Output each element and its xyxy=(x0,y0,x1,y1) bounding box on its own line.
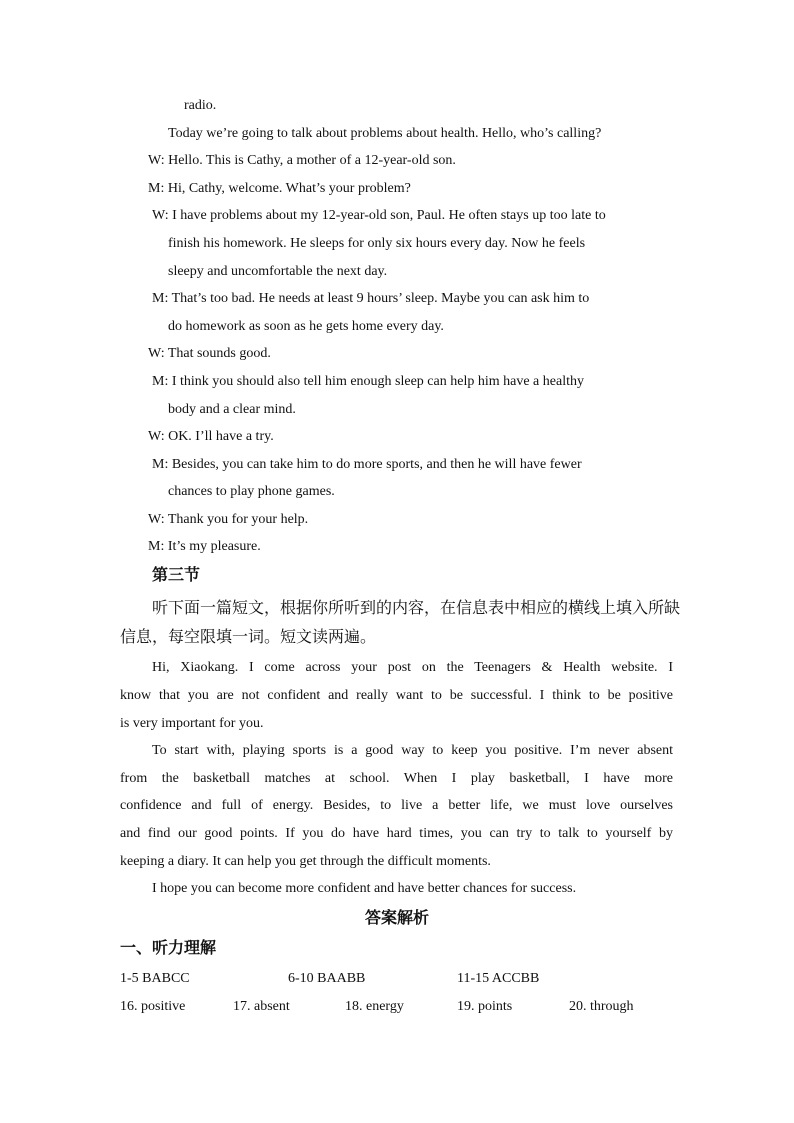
dialogue-line: M: Hi, Cathy, welcome. What’s your problem? xyxy=(148,181,411,196)
dialogue-line: M: Besides, you can take him to do more sports, and then he will have fewer xyxy=(152,457,582,472)
dialogue-line: M: I think you should also tell him enough sleep can help him have a healthy xyxy=(152,374,584,389)
passage-line: Hi, Xiaokang. I come across your post on the Teenagers & Health website. I xyxy=(152,660,673,675)
dialogue-line: W: That sounds good. xyxy=(148,346,271,361)
dialogue-line: W: Hello. This is Cathy, a mother of a 12-year-old son. xyxy=(148,153,456,168)
passage-line: and find our good points. If you do have hard times, you can try to talk to yourself by xyxy=(120,826,673,841)
passage-line: confidence and full of energy. Besides, to live a better life, we must love ourselves xyxy=(120,798,673,813)
dialogue-line: radio. xyxy=(184,98,217,113)
dialogue-line: Today we’re going to talk about problems about health. Hello, who’s calling? xyxy=(168,126,602,141)
instruction-line: 听下面一篇短文，根据你所听到的内容，在信息表中相应的横线上填入所缺 xyxy=(152,598,681,617)
dialogue-line: M: It’s my pleasure. xyxy=(148,539,261,554)
answer-group: 11-15 ACCBB xyxy=(457,971,540,986)
answer-item: 16. positive xyxy=(120,999,186,1014)
answers-section-heading: 一、听力理解 xyxy=(120,938,217,957)
dialogue-line: W: I have problems about my 12-year-old son, Paul. He often stays up too late to xyxy=(152,208,606,223)
answer-item: 17. absent xyxy=(233,999,290,1014)
answer-group: 6-10 BAABB xyxy=(288,971,366,986)
dialogue-line: do homework as soon as he gets home every day. xyxy=(168,319,444,334)
passage-line: know that you are not confident and really want to be successful. I think to be positive xyxy=(120,688,673,703)
answers-title: 答案解析 xyxy=(364,908,429,927)
answer-group: 1-5 BABCC xyxy=(120,971,190,986)
answer-item: 18. energy xyxy=(345,999,404,1014)
instruction-line: 信息，每空限填一词。短文读两遍。 xyxy=(120,627,377,646)
passage-line: is very important for you. xyxy=(120,716,264,731)
dialogue-line: M: That’s too bad. He needs at least 9 hours’ sleep. Maybe you can ask him to xyxy=(152,291,590,306)
dialogue-line: W: Thank you for your help. xyxy=(148,512,309,527)
passage-line: from the basketball matches at school. When I play basketball, I have more xyxy=(120,771,673,786)
passage-line: To start with, playing sports is a good way to keep you positive. I’m never absent xyxy=(152,743,673,758)
answer-item: 20. through xyxy=(569,999,634,1014)
passage-line: I hope you can become more confident and have better chances for success. xyxy=(152,881,577,896)
dialogue-line: finish his homework. He sleeps for only six hours every day. Now he feels xyxy=(168,236,586,251)
section-heading: 第三节 xyxy=(152,565,201,584)
answer-item: 19. points xyxy=(457,999,513,1014)
passage-line: keeping a diary. It can help you get through the difficult moments. xyxy=(120,854,491,869)
dialogue-line: body and a clear mind. xyxy=(168,402,296,417)
dialogue-line: chances to play phone games. xyxy=(168,484,335,499)
dialogue-line: W: OK. I’ll have a try. xyxy=(148,429,274,444)
dialogue-line: sleepy and uncomfortable the next day. xyxy=(168,264,388,279)
